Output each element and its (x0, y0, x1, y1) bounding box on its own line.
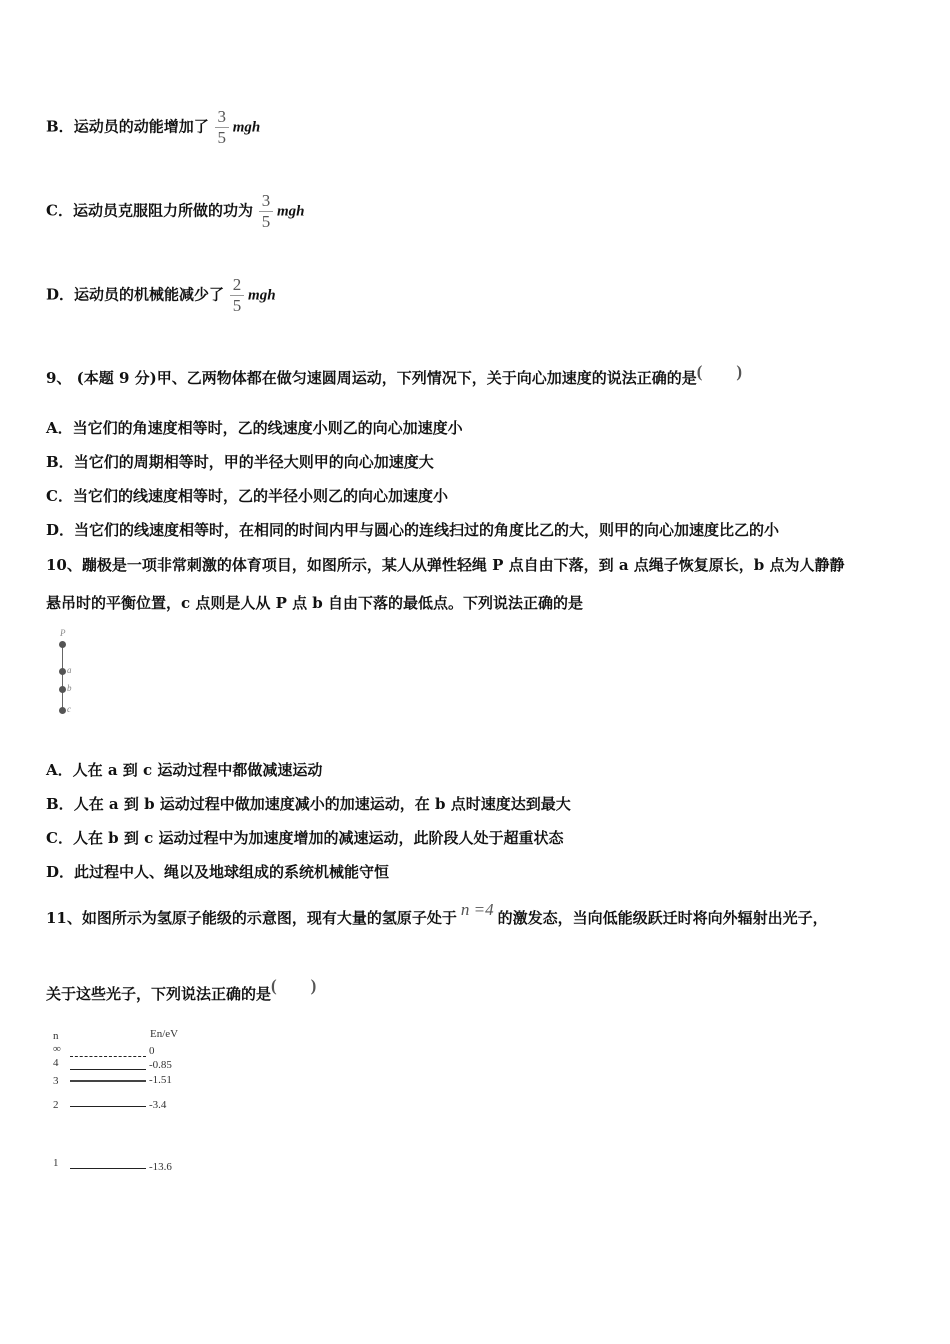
option-text: 人在 a 到 b 运动过程中做加速度减小的加速运动，在 b 点时速度达到最大 (73, 795, 571, 813)
label-b: b (67, 683, 72, 693)
stem-text: 的激发态，当向低能级跃迁时将向外辐射出光子， (497, 909, 828, 927)
stem-text: 蹦极是一项非常刺激的体育项目，如图所示，某人从弹性轻绳 P 点自由下落，到 a 点绳子恢复原长，b 点为人静静 (81, 556, 845, 574)
point-b (59, 686, 66, 693)
option-expr: mgh (248, 287, 276, 304)
option-expr: mgh (276, 203, 305, 220)
option-label: A． (46, 419, 73, 437)
stem-text: 甲、乙两物体都在做匀速圆周运动，下列情况下，关于向心加速度的说法正确的是 (156, 369, 697, 387)
option-label: D． (46, 863, 75, 881)
q10-option-a (46, 760, 322, 780)
q9-stem (46, 362, 743, 388)
option-label: D． (46, 521, 75, 539)
level-energy: -13.6 (149, 1161, 172, 1173)
q10-stem-line1 (46, 555, 844, 575)
score-tag: (本题 9 分) (76, 369, 157, 387)
point-p (59, 641, 66, 648)
label-a: a (67, 665, 72, 675)
option-text: 运动员的机械能减少了 (74, 285, 225, 304)
option-text: 当它们的线速度相等时，乙的半径小则乙的向心加速度小 (72, 487, 448, 505)
level-line (70, 1168, 146, 1169)
option-text: 当它们的线速度相等时，在相同的时间内甲与圆心的连线扫过的角度比乙的大，则甲的向心加速度比乙的小 (74, 521, 780, 539)
stem-text: 如图所示为氢原子能级的示意图，现有大量的氢原子处于 (81, 909, 457, 927)
denominator: 5 (261, 212, 271, 231)
option-text: 当它们的周期相等时，甲的半径大则甲的向心加速度大 (73, 453, 434, 471)
level-line (70, 1069, 146, 1070)
option-label: B． (46, 453, 74, 471)
q10-option-d (46, 862, 389, 882)
level-energy: -1.51 (149, 1074, 172, 1086)
option-text: 运动员的动能增加了 (73, 117, 209, 136)
level-line (70, 1056, 146, 1057)
rope-line (62, 644, 63, 712)
denominator: 5 (217, 128, 226, 147)
level-n: ∞ (53, 1043, 61, 1055)
option-text: 运动员克服阻力所做的功为 (72, 201, 253, 220)
q8-option-d (46, 275, 276, 316)
label-c: c (67, 704, 71, 714)
fraction (215, 107, 229, 148)
numerator: 3 (215, 107, 229, 128)
question-number: 10、 (46, 556, 82, 574)
n-axis-label: n (53, 1030, 59, 1042)
label-p: P (60, 628, 66, 638)
option-label: A． (46, 761, 73, 779)
level-n: 3 (53, 1075, 59, 1087)
numerator: 2 (230, 275, 244, 296)
q10-option-c (46, 828, 563, 848)
denominator: 5 (232, 296, 242, 315)
level-line (70, 1080, 146, 1082)
option-label: C． (46, 201, 73, 220)
option-text: 此过程中人、绳以及地球组成的系统机械能守恒 (74, 863, 390, 881)
math-expr: n =4 (460, 900, 494, 919)
level-n: 1 (53, 1157, 59, 1169)
fraction (259, 191, 273, 232)
stem-text: 关于这些光子，下列说法正确的是 (46, 985, 272, 1003)
energy-axis-label: En/eV (150, 1028, 179, 1040)
q11-stem-line2 (46, 976, 317, 1004)
level-energy: 0 (149, 1045, 155, 1057)
q8-option-b (46, 107, 260, 148)
option-label: C． (46, 829, 73, 847)
q9-option-c (46, 486, 448, 506)
point-c (59, 707, 66, 714)
point-a (59, 668, 66, 675)
option-text: 人在 b 到 c 运动过程中为加速度增加的减速运动，此阶段人处于超重状态 (72, 829, 564, 847)
option-label: B． (46, 795, 74, 813)
q10-stem-line2 (46, 593, 583, 613)
stem-text: 悬吊时的平衡位置，c 点则是人从 P 点 b 自由下落的最低点。下列说法正确的是 (46, 594, 584, 612)
q11-stem-line1 (46, 900, 828, 928)
q9-option-a (46, 418, 463, 438)
question-number: 9、 (46, 369, 72, 387)
option-label: B． (46, 117, 74, 136)
fraction (230, 275, 244, 316)
q9-option-b (46, 452, 434, 472)
q10-option-b (46, 794, 571, 814)
option-text: 当它们的角速度相等时，乙的线速度小则乙的向心加速度小 (72, 419, 463, 437)
level-n: 2 (53, 1099, 59, 1111)
numerator: 3 (259, 191, 273, 212)
level-n: 4 (53, 1057, 59, 1069)
answer-paren: ( ) (696, 362, 743, 381)
level-line (70, 1106, 146, 1107)
option-label: C． (46, 487, 73, 505)
q9-option-d (46, 520, 779, 540)
q8-option-c (46, 191, 304, 232)
level-energy: -3.4 (149, 1099, 167, 1111)
option-text: 人在 a 到 c 运动过程中都做减速运动 (72, 761, 323, 779)
level-energy: -0.85 (149, 1059, 172, 1071)
answer-paren: ( ) (271, 976, 317, 995)
option-expr: mgh (232, 119, 261, 136)
question-number: 11、 (46, 909, 82, 927)
option-label: D． (46, 285, 75, 304)
